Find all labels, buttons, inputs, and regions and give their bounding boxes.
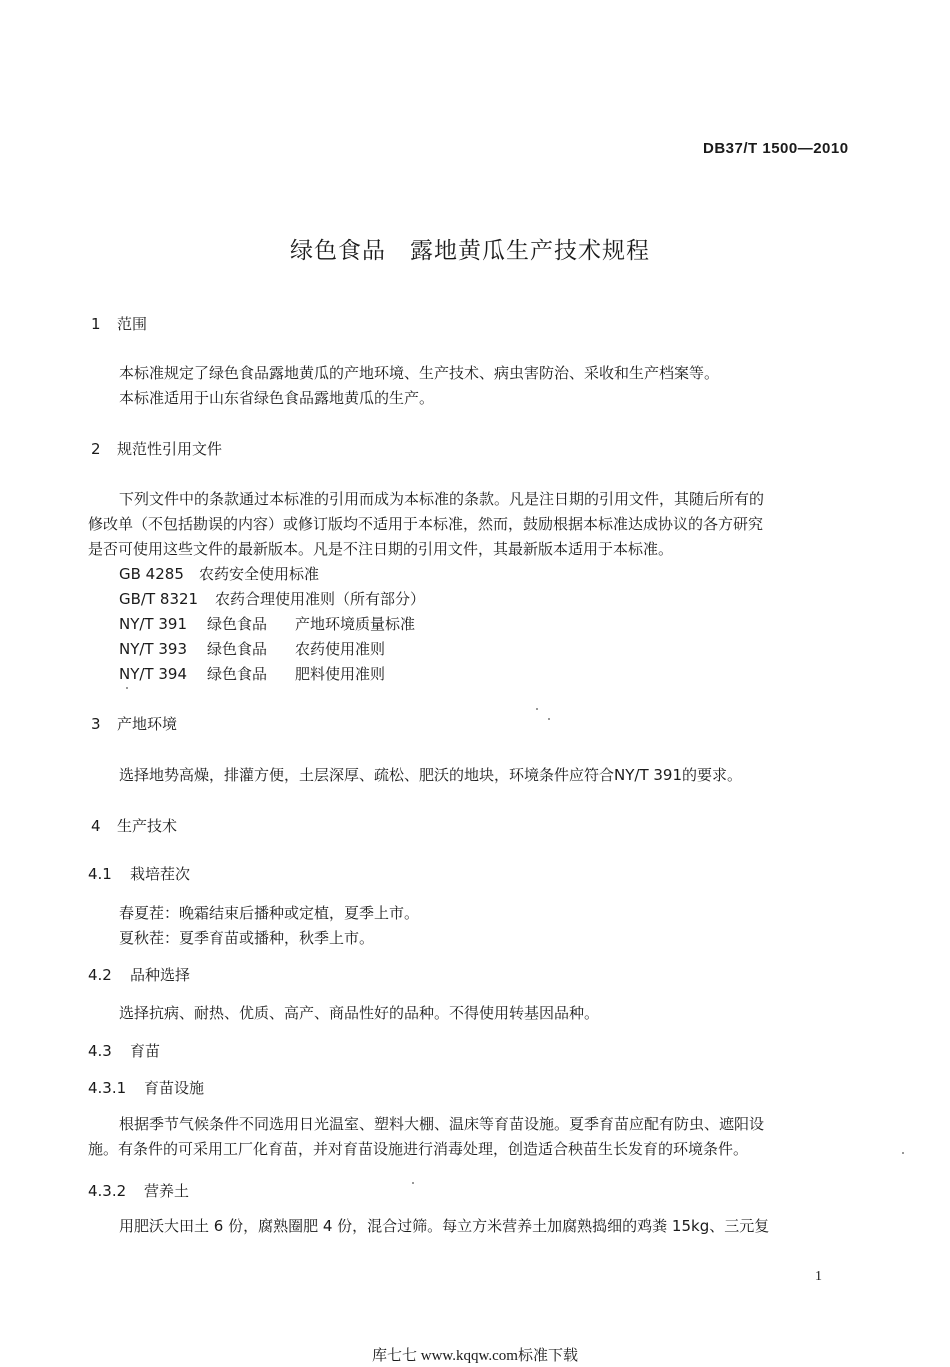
footer-watermark: 库七七 www.kqqw.com标准下载 xyxy=(372,1348,578,1364)
paragraph-line: 施。有条件的可采用工厂化育苗，并对育苗设施进行消毒处理，创造适合秧苗生长发育的环境条件。 xyxy=(88,1140,749,1158)
scan-speck xyxy=(126,687,128,689)
paragraph-line: 用肥沃大田土 6 份，腐熟圈肥 4 份，混合过筛。每立方米营养土加腐熟捣细的鸡粪 15kg、三元复 xyxy=(119,1217,770,1235)
scan-speck xyxy=(548,718,550,720)
reference-item xyxy=(119,563,319,584)
title-part-2: 露地黄瓜生产技术规程 xyxy=(410,238,650,264)
section-title: 规范性引用文件 xyxy=(117,440,223,458)
reference-item xyxy=(119,638,385,659)
paragraph: 夏秋茬：夏季育苗或播种，秋季上市。 xyxy=(119,929,375,947)
paragraph: 本标准适用于山东省绿色食品露地黄瓜的生产。 xyxy=(119,389,435,407)
reference-code: NY/T 393 xyxy=(119,640,187,658)
reference-code: NY/T 391 xyxy=(119,615,187,633)
section-number: 1 xyxy=(91,315,101,333)
scan-speck xyxy=(902,1152,904,1154)
section-number: 4.3.1 xyxy=(88,1079,127,1097)
section-title: 品种选择 xyxy=(130,966,191,984)
section-number: 4.3 xyxy=(88,1042,112,1060)
reference-item xyxy=(119,613,415,634)
page-number: 1 xyxy=(815,1269,822,1284)
section-title: 育苗设施 xyxy=(144,1079,205,1097)
subsection-4-1-heading xyxy=(88,863,190,884)
section-1-heading xyxy=(91,313,147,334)
reference-code: GB 4285 xyxy=(119,565,184,583)
section-number: 4.1 xyxy=(88,865,112,883)
section-title: 栽培茬次 xyxy=(130,865,191,883)
reference-name: 农药使用准则 xyxy=(295,640,386,658)
reference-name: 肥料使用准则 xyxy=(295,665,386,683)
reference-name: 农药安全使用标准 xyxy=(199,565,320,583)
reference-item xyxy=(119,663,385,684)
section-title: 生产技术 xyxy=(117,817,178,835)
reference-code: NY/T 394 xyxy=(119,665,187,683)
section-number: 4.3.2 xyxy=(88,1182,127,1200)
reference-item xyxy=(119,588,425,609)
paragraph: 本标准规定了绿色食品露地黄瓜的产地环境、生产技术、病虫害防治、采收和生产档案等。 xyxy=(119,364,720,382)
scan-speck xyxy=(536,708,538,710)
paragraph: 选择地势高燥，排灌方便，土层深厚、疏松、肥沃的地块，环境条件应符合NY/T 391的要求。 xyxy=(119,766,743,784)
section-number: 3 xyxy=(91,715,101,733)
section-2-heading xyxy=(91,438,222,459)
paragraph-line: 修改单（不包括勘误的内容）或修订版均不适用于本标准，然而，鼓励根据本标准达成协议的各方研究 xyxy=(88,515,764,533)
document-title xyxy=(0,232,940,265)
section-title: 营养土 xyxy=(144,1182,190,1200)
reference-name: 农药合理使用准则（所有部分） xyxy=(215,590,426,608)
reference-sub: 绿色食品 xyxy=(207,615,268,633)
subsection-4-3-2-heading xyxy=(88,1180,189,1201)
subsection-4-3-heading xyxy=(88,1040,160,1061)
section-4-heading xyxy=(91,815,177,836)
section-number: 2 xyxy=(91,440,101,458)
paragraph: 春夏茬：晚霜结束后播种或定植，夏季上市。 xyxy=(119,904,420,922)
title-part-1: 绿色食品 xyxy=(290,238,386,264)
paragraph-line: 是否可使用这些文件的最新版本。凡是不注日期的引用文件，其最新版本适用于本标准。 xyxy=(88,540,674,558)
reference-sub: 绿色食品 xyxy=(207,665,268,683)
section-title: 育苗 xyxy=(130,1042,161,1060)
paragraph-line: 下列文件中的条款通过本标准的引用而成为本标准的条款。凡是注日期的引用文件，其随后所有的 xyxy=(119,490,765,508)
subsection-4-3-1-heading xyxy=(88,1077,204,1098)
section-title: 产地环境 xyxy=(117,715,178,733)
section-number: 4 xyxy=(91,817,101,835)
paragraph: 选择抗病、耐热、优质、高产、商品性好的品种。不得使用转基因品种。 xyxy=(119,1004,600,1022)
section-3-heading xyxy=(91,713,177,734)
reference-name: 产地环境质量标准 xyxy=(295,615,416,633)
scan-speck xyxy=(412,1182,414,1184)
subsection-4-2-heading xyxy=(88,964,190,985)
reference-sub: 绿色食品 xyxy=(207,640,268,658)
paragraph-line: 根据季节气候条件不同选用日光温室、塑料大棚、温床等育苗设施。夏季育苗应配有防虫、遮阳设 xyxy=(119,1115,765,1133)
reference-code: GB/T 8321 xyxy=(119,590,199,608)
section-title: 范围 xyxy=(117,315,148,333)
standard-code: DB37/T 1500—2010 xyxy=(703,140,849,157)
section-number: 4.2 xyxy=(88,966,112,984)
